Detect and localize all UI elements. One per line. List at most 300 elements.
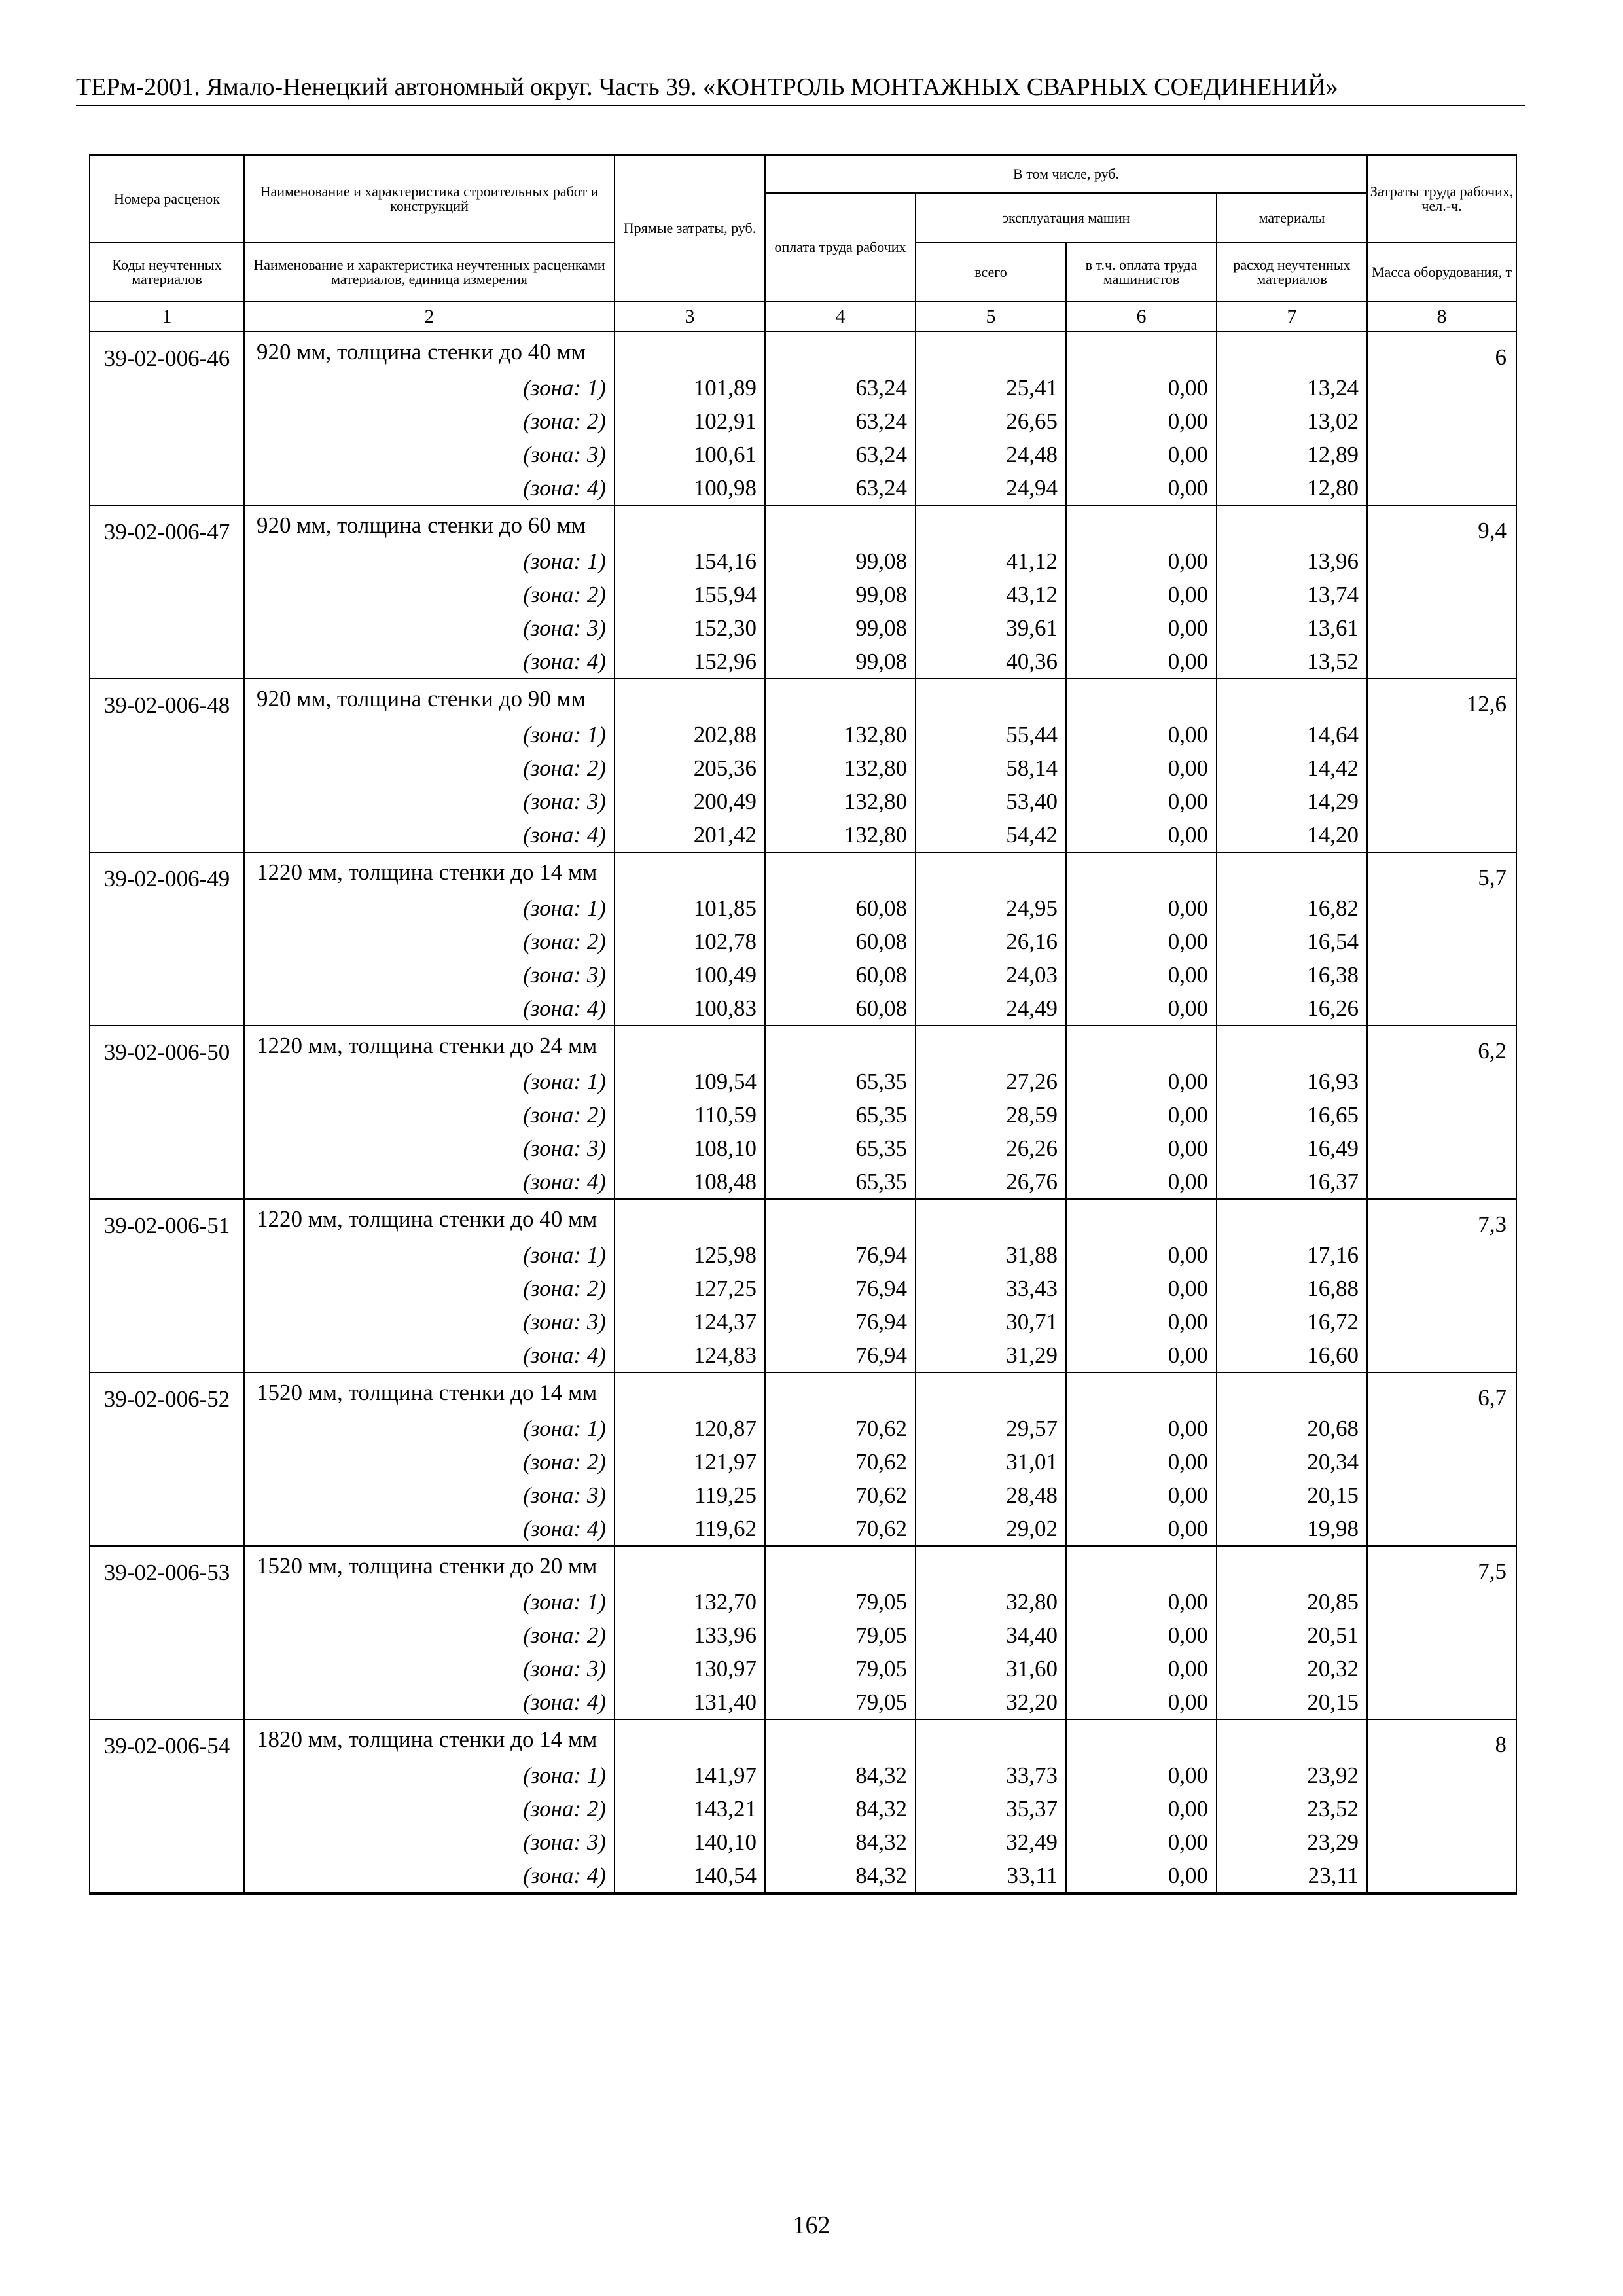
rate-code: 39-02-006-54: [90, 1719, 244, 1893]
materials-cost: 20,68: [1217, 1412, 1367, 1445]
materials-cost: 19,98: [1217, 1512, 1367, 1546]
materials-cost: 14,42: [1217, 751, 1367, 785]
zone-label: (зона: 2): [244, 1445, 615, 1479]
materials-cost: 16,38: [1217, 958, 1367, 992]
empty-cell: [765, 332, 916, 371]
zone-row: [90, 1272, 1516, 1305]
direct-costs: 133,96: [615, 1619, 765, 1652]
operators-pay: 0,00: [1066, 1792, 1217, 1825]
work-name: 920 мм, толщина стенки до 60 мм: [244, 505, 615, 545]
column-number: 3: [615, 302, 765, 332]
empty-cell: [765, 505, 916, 545]
zone-label: (зона: 4): [244, 1165, 615, 1199]
operators-pay: 0,00: [1066, 1619, 1217, 1652]
operators-pay: 0,00: [1066, 1512, 1217, 1546]
zone-label: (зона: 2): [244, 1272, 615, 1305]
zone-label: (зона: 1): [244, 371, 615, 404]
zone-row: [90, 578, 1516, 611]
direct-costs: 120,87: [615, 1412, 765, 1445]
empty-cell: [1217, 1026, 1367, 1065]
operators-pay: 0,00: [1066, 578, 1217, 611]
operators-pay: 0,00: [1066, 404, 1217, 438]
operators-pay: 0,00: [1066, 645, 1217, 679]
zone-label: (зона: 3): [244, 611, 615, 645]
rate-code: 39-02-006-49: [90, 852, 244, 1026]
empty-cell: [916, 505, 1066, 545]
zone-row: [90, 1165, 1516, 1199]
machines-total: 55,44: [916, 718, 1066, 751]
empty-cell: [1217, 1372, 1367, 1412]
table-row: [90, 1546, 1516, 1585]
labor-pay: 63,24: [765, 404, 916, 438]
machines-total: 39,61: [916, 611, 1066, 645]
machines-total: 33,11: [916, 1859, 1066, 1893]
materials-cost: 16,54: [1217, 925, 1367, 958]
labor-pay: 84,32: [765, 1792, 916, 1825]
machines-total: 26,26: [916, 1132, 1066, 1165]
machines-total: 54,42: [916, 818, 1066, 852]
table-row: [90, 1719, 1516, 1759]
rate-code: 39-02-006-46: [90, 332, 244, 505]
operators-pay: 0,00: [1066, 611, 1217, 645]
machines-total: 43,12: [916, 578, 1066, 611]
zone-label: (зона: 3): [244, 438, 615, 471]
zone-label: (зона: 4): [244, 645, 615, 679]
header-materials: материалы: [1217, 193, 1367, 243]
zone-label: (зона: 3): [244, 1132, 615, 1165]
zone-row: [90, 1585, 1516, 1619]
header-material-names: Наименование и характеристика неучтенных расценками материалов, единица измерения: [244, 243, 615, 302]
direct-costs: 100,49: [615, 958, 765, 992]
materials-cost: 20,34: [1217, 1445, 1367, 1479]
direct-costs: 152,96: [615, 645, 765, 679]
operators-pay: 0,00: [1066, 1445, 1217, 1479]
zone-label: (зона: 3): [244, 785, 615, 818]
operators-pay: 0,00: [1066, 925, 1217, 958]
direct-costs: 108,48: [615, 1165, 765, 1199]
direct-costs: 200,49: [615, 785, 765, 818]
rate-code: 39-02-006-51: [90, 1199, 244, 1372]
empty-cell: [615, 505, 765, 545]
machines-total: 34,40: [916, 1619, 1066, 1652]
direct-costs: 101,85: [615, 891, 765, 925]
labor-pay: 132,80: [765, 718, 916, 751]
header-machines: эксплуатация машин: [916, 193, 1217, 243]
rates-table: [89, 154, 1517, 1895]
zone-row: [90, 1132, 1516, 1165]
direct-costs: 140,54: [615, 1859, 765, 1893]
rate-code: 39-02-006-52: [90, 1372, 244, 1546]
column-number: 2: [244, 302, 615, 332]
labor-pay: 79,05: [765, 1652, 916, 1685]
labor-pay: 99,08: [765, 611, 916, 645]
operators-pay: 0,00: [1066, 371, 1217, 404]
direct-costs: 140,10: [615, 1825, 765, 1859]
machines-total: 28,59: [916, 1098, 1066, 1132]
operators-pay: 0,00: [1066, 818, 1217, 852]
materials-cost: 16,60: [1217, 1338, 1367, 1372]
materials-cost: 13,61: [1217, 611, 1367, 645]
rate-code: 39-02-006-53: [90, 1546, 244, 1719]
machines-total: 32,49: [916, 1825, 1066, 1859]
direct-costs: 109,54: [615, 1065, 765, 1098]
machines-total: 35,37: [916, 1792, 1066, 1825]
empty-cell: [615, 1719, 765, 1759]
column-number: 4: [765, 302, 916, 332]
header-equipment-mass: Масса оборудования, т: [1367, 243, 1516, 302]
materials-cost: 16,82: [1217, 891, 1367, 925]
direct-costs: 202,88: [615, 718, 765, 751]
zone-label: (зона: 1): [244, 718, 615, 751]
page-number: 162: [793, 2212, 830, 2239]
zone-label: (зона: 2): [244, 925, 615, 958]
labor-hours: 5,7: [1367, 852, 1516, 1026]
column-number: 6: [1066, 302, 1217, 332]
direct-costs: 201,42: [615, 818, 765, 852]
materials-cost: 20,15: [1217, 1685, 1367, 1719]
zone-row: [90, 471, 1516, 505]
labor-pay: 63,24: [765, 471, 916, 505]
zone-row: [90, 992, 1516, 1026]
work-name: 1820 мм, толщина стенки до 14 мм: [244, 1719, 615, 1759]
empty-cell: [765, 852, 916, 891]
labor-hours: 12,6: [1367, 679, 1516, 852]
machines-total: 32,20: [916, 1685, 1066, 1719]
machines-total: 24,48: [916, 438, 1066, 471]
labor-pay: 65,35: [765, 1065, 916, 1098]
empty-cell: [916, 1719, 1066, 1759]
materials-cost: 13,74: [1217, 578, 1367, 611]
materials-cost: 12,80: [1217, 471, 1367, 505]
empty-cell: [765, 1546, 916, 1585]
direct-costs: 155,94: [615, 578, 765, 611]
labor-pay: 65,35: [765, 1165, 916, 1199]
zone-row: [90, 1065, 1516, 1098]
operators-pay: 0,00: [1066, 1098, 1217, 1132]
operators-pay: 0,00: [1066, 1238, 1217, 1272]
labor-pay: 60,08: [765, 925, 916, 958]
materials-cost: 16,93: [1217, 1065, 1367, 1098]
zone-row: [90, 1512, 1516, 1546]
header-rate-numbers: Номера расценок: [90, 155, 244, 243]
direct-costs: 130,97: [615, 1652, 765, 1685]
direct-costs: 127,25: [615, 1272, 765, 1305]
zone-label: (зона: 2): [244, 404, 615, 438]
work-name: 920 мм, толщина стенки до 90 мм: [244, 679, 615, 718]
materials-cost: 23,92: [1217, 1759, 1367, 1792]
column-number: 5: [916, 302, 1066, 332]
operators-pay: 0,00: [1066, 1759, 1217, 1792]
empty-cell: [916, 1026, 1066, 1065]
materials-cost: 20,85: [1217, 1585, 1367, 1619]
labor-hours: 7,3: [1367, 1199, 1516, 1372]
labor-pay: 65,35: [765, 1098, 916, 1132]
zone-row: [90, 611, 1516, 645]
empty-cell: [1217, 505, 1367, 545]
labor-pay: 70,62: [765, 1479, 916, 1512]
machines-total: 28,48: [916, 1479, 1066, 1512]
machines-total: 40,36: [916, 645, 1066, 679]
rate-code: 39-02-006-50: [90, 1026, 244, 1199]
table-row: [90, 679, 1516, 718]
machines-total: 24,94: [916, 471, 1066, 505]
materials-cost: 16,26: [1217, 992, 1367, 1026]
empty-cell: [615, 1372, 765, 1412]
machines-total: 31,29: [916, 1338, 1066, 1372]
column-number: 7: [1217, 302, 1367, 332]
empty-cell: [615, 332, 765, 371]
operators-pay: 0,00: [1066, 545, 1217, 578]
header-material-codes: Коды неучтенных материалов: [90, 243, 244, 302]
table-row: [90, 1026, 1516, 1065]
machines-total: 53,40: [916, 785, 1066, 818]
empty-cell: [615, 852, 765, 891]
empty-cell: [916, 679, 1066, 718]
direct-costs: 101,89: [615, 371, 765, 404]
empty-cell: [615, 1026, 765, 1065]
empty-cell: [1217, 1719, 1367, 1759]
materials-cost: 16,49: [1217, 1132, 1367, 1165]
operators-pay: 0,00: [1066, 1825, 1217, 1859]
empty-cell: [765, 1719, 916, 1759]
work-name: 1220 мм, толщина стенки до 14 мм: [244, 852, 615, 891]
labor-pay: 60,08: [765, 992, 916, 1026]
zone-label: (зона: 4): [244, 1512, 615, 1546]
empty-cell: [1217, 1199, 1367, 1238]
direct-costs: 205,36: [615, 751, 765, 785]
labor-hours: 6: [1367, 332, 1516, 505]
table-row: [90, 332, 1516, 371]
zone-row: [90, 1305, 1516, 1338]
labor-pay: 65,35: [765, 1132, 916, 1165]
machines-total: 32,80: [916, 1585, 1066, 1619]
zone-label: (зона: 2): [244, 1098, 615, 1132]
materials-cost: 14,20: [1217, 818, 1367, 852]
operators-pay: 0,00: [1066, 1685, 1217, 1719]
zone-label: (зона: 4): [244, 992, 615, 1026]
operators-pay: 0,00: [1066, 1652, 1217, 1685]
machines-total: 29,02: [916, 1512, 1066, 1546]
labor-pay: 63,24: [765, 371, 916, 404]
labor-pay: 60,08: [765, 958, 916, 992]
work-name: 1520 мм, толщина стенки до 20 мм: [244, 1546, 615, 1585]
labor-pay: 79,05: [765, 1585, 916, 1619]
machines-total: 26,65: [916, 404, 1066, 438]
materials-cost: 16,72: [1217, 1305, 1367, 1338]
machines-total: 41,12: [916, 545, 1066, 578]
materials-cost: 14,64: [1217, 718, 1367, 751]
materials-cost: 16,88: [1217, 1272, 1367, 1305]
zone-row: [90, 1238, 1516, 1272]
empty-cell: [916, 1546, 1066, 1585]
header-including-group: В том числе, руб.: [765, 155, 1367, 193]
labor-pay: 132,80: [765, 751, 916, 785]
direct-costs: 152,30: [615, 611, 765, 645]
labor-pay: 63,24: [765, 438, 916, 471]
direct-costs: 119,62: [615, 1512, 765, 1546]
machines-total: 30,71: [916, 1305, 1066, 1338]
machines-total: 58,14: [916, 751, 1066, 785]
zone-row: [90, 1652, 1516, 1685]
header-labor-pay: оплата труда рабочих: [765, 193, 916, 302]
table-row: [90, 1199, 1516, 1238]
operators-pay: 0,00: [1066, 718, 1217, 751]
zone-row: [90, 818, 1516, 852]
labor-pay: 99,08: [765, 578, 916, 611]
labor-pay: 76,94: [765, 1305, 916, 1338]
column-number: 1: [90, 302, 244, 332]
operators-pay: 0,00: [1066, 1585, 1217, 1619]
operators-pay: 0,00: [1066, 891, 1217, 925]
zone-label: (зона: 2): [244, 1792, 615, 1825]
labor-hours: 9,4: [1367, 505, 1516, 679]
zone-row: [90, 438, 1516, 471]
operators-pay: 0,00: [1066, 751, 1217, 785]
materials-cost: 16,65: [1217, 1098, 1367, 1132]
labor-pay: 60,08: [765, 891, 916, 925]
empty-cell: [1066, 679, 1217, 718]
machines-total: 25,41: [916, 371, 1066, 404]
direct-costs: 124,83: [615, 1338, 765, 1372]
direct-costs: 119,25: [615, 1479, 765, 1512]
machines-total: 24,95: [916, 891, 1066, 925]
empty-cell: [1066, 1546, 1217, 1585]
zone-row: [90, 1825, 1516, 1859]
machines-total: 33,43: [916, 1272, 1066, 1305]
materials-cost: 23,11: [1217, 1859, 1367, 1893]
direct-costs: 100,98: [615, 471, 765, 505]
zone-row: [90, 371, 1516, 404]
work-name: 1220 мм, толщина стенки до 40 мм: [244, 1199, 615, 1238]
zone-row: [90, 785, 1516, 818]
labor-pay: 79,05: [765, 1685, 916, 1719]
materials-cost: 16,37: [1217, 1165, 1367, 1199]
direct-costs: 100,61: [615, 438, 765, 471]
empty-cell: [1066, 1719, 1217, 1759]
zone-row: [90, 1412, 1516, 1445]
zone-label: (зона: 4): [244, 818, 615, 852]
labor-pay: 132,80: [765, 785, 916, 818]
empty-cell: [1066, 1199, 1217, 1238]
zone-label: (зона: 1): [244, 545, 615, 578]
zone-label: (зона: 4): [244, 1338, 615, 1372]
empty-cell: [615, 679, 765, 718]
labor-pay: 76,94: [765, 1272, 916, 1305]
column-number: 8: [1367, 302, 1516, 332]
materials-cost: 14,29: [1217, 785, 1367, 818]
zone-label: (зона: 3): [244, 958, 615, 992]
zone-label: (зона: 2): [244, 751, 615, 785]
zone-row: [90, 925, 1516, 958]
machines-total: 31,60: [916, 1652, 1066, 1685]
machines-total: 24,49: [916, 992, 1066, 1026]
empty-cell: [1066, 505, 1217, 545]
direct-costs: 110,59: [615, 1098, 765, 1132]
direct-costs: 154,16: [615, 545, 765, 578]
page-header: ТЕРм-2001. Ямало-Ненецкий автономный округ. Часть 39. «КОНТРОЛЬ МОНТАЖНЫХ СВАРНЫХ СОЕДИНЕНИЙ»: [76, 71, 1525, 106]
direct-costs: 141,97: [615, 1759, 765, 1792]
materials-cost: 17,16: [1217, 1238, 1367, 1272]
direct-costs: 125,98: [615, 1238, 765, 1272]
empty-cell: [1217, 852, 1367, 891]
zone-row: [90, 1619, 1516, 1652]
labor-hours: 8: [1367, 1719, 1516, 1893]
header-work-name: Наименование и характеристика строительных работ и конструкций: [244, 155, 615, 243]
zone-row: [90, 645, 1516, 679]
materials-cost: 13,96: [1217, 545, 1367, 578]
materials-cost: 23,52: [1217, 1792, 1367, 1825]
labor-pay: 70,62: [765, 1445, 916, 1479]
operators-pay: 0,00: [1066, 992, 1217, 1026]
operators-pay: 0,00: [1066, 1859, 1217, 1893]
column-numbers-row: [90, 302, 1516, 332]
materials-cost: 20,15: [1217, 1479, 1367, 1512]
table-body: [90, 332, 1516, 1893]
materials-cost: 23,29: [1217, 1825, 1367, 1859]
empty-cell: [916, 852, 1066, 891]
operators-pay: 0,00: [1066, 785, 1217, 818]
zone-label: (зона: 1): [244, 1585, 615, 1619]
zone-label: (зона: 2): [244, 1619, 615, 1652]
labor-pay: 76,94: [765, 1238, 916, 1272]
zone-row: [90, 958, 1516, 992]
direct-costs: 143,21: [615, 1792, 765, 1825]
zone-label: (зона: 1): [244, 1412, 615, 1445]
labor-hours: 6,2: [1367, 1026, 1516, 1199]
machines-total: 27,26: [916, 1065, 1066, 1098]
machines-total: 26,76: [916, 1165, 1066, 1199]
rate-code: 39-02-006-48: [90, 679, 244, 852]
table-row: [90, 505, 1516, 545]
operators-pay: 0,00: [1066, 471, 1217, 505]
empty-cell: [765, 1026, 916, 1065]
zone-label: (зона: 4): [244, 1859, 615, 1893]
zone-label: (зона: 1): [244, 1238, 615, 1272]
operators-pay: 0,00: [1066, 1065, 1217, 1098]
materials-cost: 13,52: [1217, 645, 1367, 679]
operators-pay: 0,00: [1066, 1305, 1217, 1338]
zone-label: (зона: 4): [244, 471, 615, 505]
labor-pay: 84,32: [765, 1859, 916, 1893]
machines-total: 24,03: [916, 958, 1066, 992]
zone-label: (зона: 2): [244, 578, 615, 611]
materials-cost: 20,32: [1217, 1652, 1367, 1685]
labor-hours: 7,5: [1367, 1546, 1516, 1719]
operators-pay: 0,00: [1066, 1479, 1217, 1512]
operators-pay: 0,00: [1066, 1338, 1217, 1372]
operators-pay: 0,00: [1066, 1165, 1217, 1199]
operators-pay: 0,00: [1066, 438, 1217, 471]
labor-pay: 84,32: [765, 1825, 916, 1859]
zone-label: (зона: 3): [244, 1305, 615, 1338]
zone-row: [90, 1792, 1516, 1825]
labor-pay: 99,08: [765, 545, 916, 578]
direct-costs: 124,37: [615, 1305, 765, 1338]
zone-row: [90, 1759, 1516, 1792]
direct-costs: 108,10: [615, 1132, 765, 1165]
zone-row: [90, 751, 1516, 785]
header-machines-total: всего: [916, 243, 1066, 302]
empty-cell: [1217, 679, 1367, 718]
operators-pay: 0,00: [1066, 958, 1217, 992]
direct-costs: 102,78: [615, 925, 765, 958]
labor-pay: 132,80: [765, 818, 916, 852]
empty-cell: [1066, 852, 1217, 891]
work-name: 1520 мм, толщина стенки до 14 мм: [244, 1372, 615, 1412]
labor-pay: 79,05: [765, 1619, 916, 1652]
zone-row: [90, 1685, 1516, 1719]
operators-pay: 0,00: [1066, 1412, 1217, 1445]
